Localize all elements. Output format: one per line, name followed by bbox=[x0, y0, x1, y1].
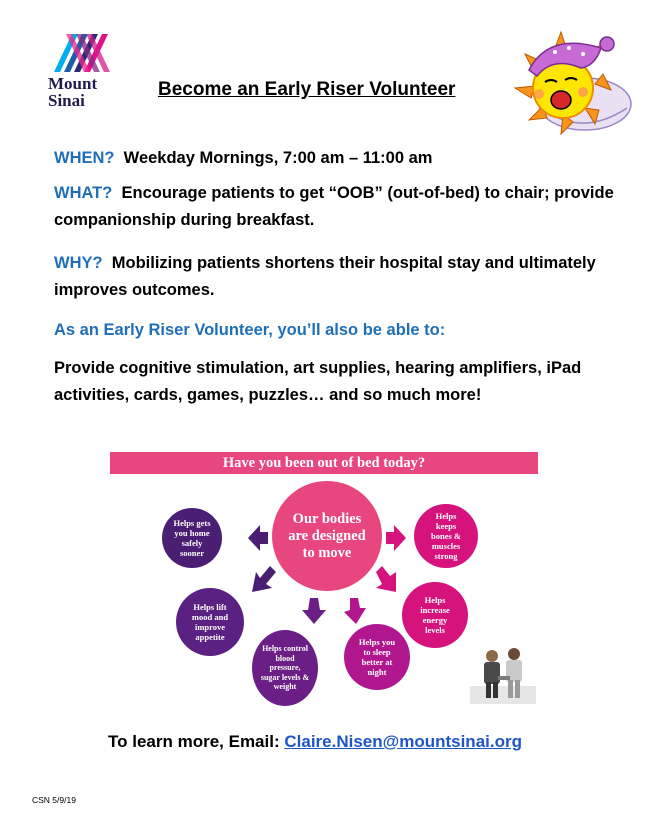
when-label: WHEN? bbox=[54, 149, 115, 167]
footer-code: CSN 5/9/19 bbox=[32, 795, 76, 805]
infographic-banner: Have you been out of bed today? bbox=[110, 452, 538, 474]
benefit-bp bbox=[252, 630, 318, 706]
contact-label: To learn more, Email: bbox=[108, 732, 280, 751]
benefit-home bbox=[162, 508, 222, 568]
arrow-right bbox=[386, 525, 406, 551]
page-title: Become an Early Riser Volunteer bbox=[158, 79, 456, 100]
arrow-left bbox=[248, 525, 268, 551]
benefit-bones bbox=[414, 504, 478, 568]
logo-line-2: Sinai bbox=[48, 91, 85, 110]
why-text: Mobilizing patients shortens their hospital stay and ultimately improves outcomes. bbox=[54, 254, 596, 299]
benefit-bones-text: Helps keeps bones & muscles strong bbox=[431, 511, 461, 561]
arrow-lower-right bbox=[376, 566, 396, 592]
when-section bbox=[54, 145, 614, 172]
mount-sinai-logo-mark bbox=[48, 26, 114, 74]
benefits-infographic bbox=[110, 452, 540, 717]
what-section bbox=[54, 180, 614, 234]
center-text: Our bodies are designed to move bbox=[288, 510, 366, 561]
contact-line bbox=[108, 732, 522, 752]
patient-walking-photo bbox=[470, 642, 536, 704]
arrow-lower-left bbox=[252, 566, 276, 592]
when-text: Weekday Mornings, 7:00 am – 11:00 am bbox=[123, 149, 433, 167]
why-label: WHY? bbox=[54, 254, 103, 272]
arrow-bottom-left bbox=[302, 598, 326, 624]
mount-sinai-logo bbox=[48, 26, 118, 114]
sleepy-sun-icon bbox=[503, 26, 635, 136]
why-section bbox=[54, 250, 614, 304]
also-text: Provide cognitive stimulation, art supplies, hearing amplifiers, iPad activities, cards, games, puzzles… and so much more! bbox=[54, 359, 582, 404]
arrow-bottom-right bbox=[344, 598, 366, 624]
benefit-mood-text: Helps lift mood and improve appetite bbox=[191, 602, 229, 642]
benefit-sleep-text: Helps you to sleep better at night bbox=[358, 637, 396, 677]
benefit-energy-text: Helps increase energy levels bbox=[420, 595, 450, 635]
benefit-bp-text: Helps control blood pressure, sugar levels & weight bbox=[260, 644, 310, 692]
logo-wordmark bbox=[48, 75, 97, 109]
what-text: Encourage patients to get “OOB” (out-of-bed) to chair; provide companionship during breakfast. bbox=[54, 184, 614, 229]
benefit-home-text: Helps gets you home safely sooner bbox=[173, 518, 211, 558]
contact-email-link[interactable]: Claire.Nisen@mountsinai.org bbox=[284, 732, 522, 751]
also-heading: As an Early Riser Volunteer, you’ll also be able to: bbox=[54, 321, 446, 339]
benefit-sleep bbox=[344, 624, 410, 690]
logo-line-1: Mount bbox=[48, 74, 98, 93]
what-label: WHAT? bbox=[54, 184, 113, 202]
center-circle bbox=[272, 481, 382, 591]
benefit-mood bbox=[176, 588, 244, 656]
benefit-energy bbox=[402, 582, 468, 648]
